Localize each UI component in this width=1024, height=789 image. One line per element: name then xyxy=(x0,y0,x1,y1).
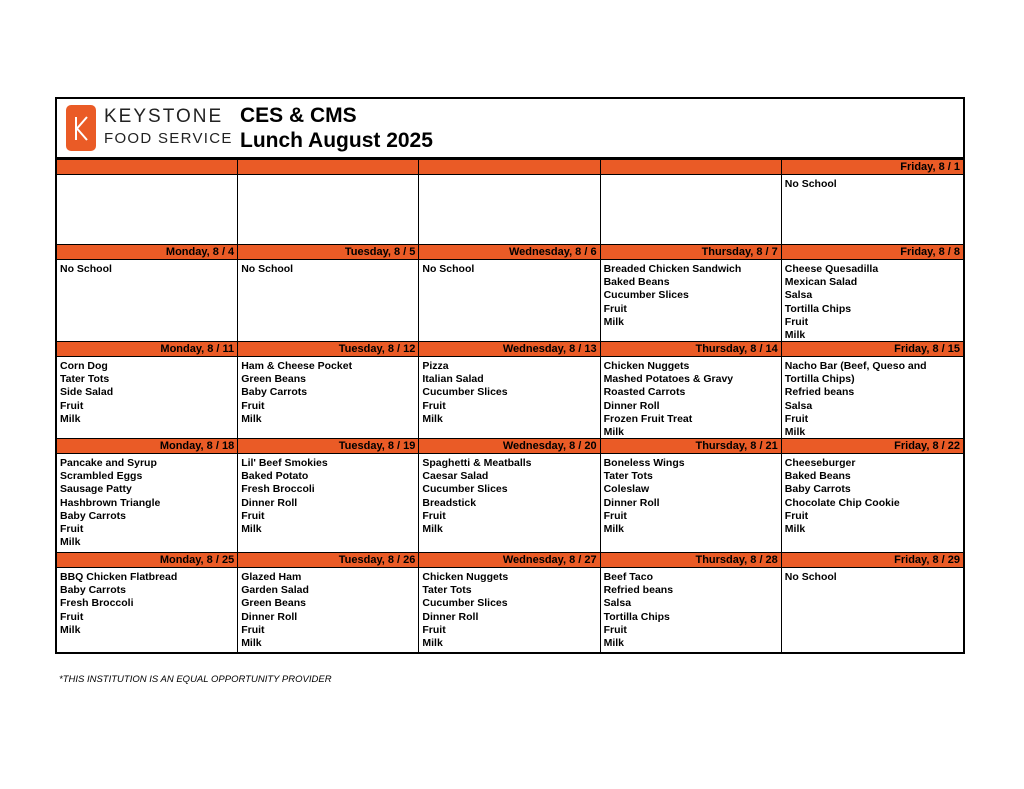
day-header xyxy=(419,159,600,175)
day-header: Thursday, 8 / 14 xyxy=(601,341,782,357)
menu-item: Baby Carrots xyxy=(241,386,308,399)
logo-wordmark xyxy=(104,107,233,146)
footnote: *THIS INSTITUTION IS AN EQUAL OPPORTUNITY PROVIDER xyxy=(59,674,332,685)
day-header: Monday, 8 / 18 xyxy=(57,438,238,454)
menu-item: Chicken Nuggets xyxy=(603,360,690,372)
menu-item: Corn Dog xyxy=(60,360,108,372)
menu-item: Milk xyxy=(241,412,262,425)
day-header: Tuesday, 8 / 26 xyxy=(238,552,419,568)
menu-item: Fruit xyxy=(603,623,627,636)
menu-item: Dinner Roll xyxy=(603,496,660,509)
weeks-container xyxy=(57,159,963,652)
menu-item: No School xyxy=(784,571,837,583)
day-header: Wednesday, 8 / 20 xyxy=(419,438,600,454)
menu-item: Fruit xyxy=(422,399,446,412)
menu-item: Boneless Wings xyxy=(603,457,685,469)
day-menu-cell xyxy=(419,175,600,244)
day-header xyxy=(57,159,238,175)
menu-item: Breaded Chicken Sandwich xyxy=(603,263,742,275)
menu-item: BBQ Chicken Flatbread xyxy=(60,571,178,583)
day-menu-cell xyxy=(419,357,600,438)
menu-item: Glazed Ham xyxy=(241,571,302,583)
day-menu-cell xyxy=(601,357,782,438)
menu-item: Milk xyxy=(784,523,806,536)
menu-item: Frozen Fruit Treat xyxy=(603,412,693,425)
menu-item: Baked Beans xyxy=(603,276,670,289)
menu-item: Fruit xyxy=(784,509,809,522)
menu-item: Chicken Nuggets xyxy=(422,571,509,583)
menu-item: Mexican Salad xyxy=(784,276,858,289)
week-menu-row xyxy=(57,454,963,552)
menu-item: Lil' Beef Smokies xyxy=(241,457,328,469)
menu-item: Salsa xyxy=(603,597,632,610)
menu-item: Tater Tots xyxy=(603,470,653,483)
menu-item: Salsa xyxy=(784,289,813,302)
day-header: Monday, 8 / 25 xyxy=(57,552,238,568)
menu-item: Milk xyxy=(60,412,81,425)
day-header: Wednesday, 8 / 27 xyxy=(419,552,600,568)
menu-item: Ham & Cheese Pocket xyxy=(241,360,353,372)
day-menu-cell xyxy=(782,175,963,244)
menu-item: Fruit xyxy=(603,509,627,522)
day-menu-cell xyxy=(238,454,419,552)
menu-item: Fruit xyxy=(60,523,84,536)
menu-item: No School xyxy=(422,263,475,275)
day-menu-cell xyxy=(419,568,600,652)
week-header-row xyxy=(57,159,963,175)
menu-item: Green Beans xyxy=(241,597,306,610)
menu-item: Green Beans xyxy=(241,373,306,386)
menu-item: No School xyxy=(241,263,294,275)
menu-item: Milk xyxy=(784,426,806,439)
keystone-logo-icon xyxy=(66,105,96,151)
menu-item: Fruit xyxy=(784,315,809,328)
menu-item: Cucumber Slices xyxy=(603,289,689,302)
day-menu-cell xyxy=(601,260,782,341)
day-header: Wednesday, 8 / 13 xyxy=(419,341,600,357)
menu-item: Breadstick xyxy=(422,496,477,509)
menu-item: Refried beans xyxy=(603,584,674,597)
day-menu-cell xyxy=(57,568,238,652)
day-menu-cell xyxy=(57,357,238,438)
menu-item: Fruit xyxy=(603,302,627,315)
day-menu-cell xyxy=(238,357,419,438)
day-menu-cell xyxy=(601,454,782,552)
day-header: Friday, 8 / 29 xyxy=(782,552,963,568)
week-header-row xyxy=(57,244,963,260)
menu-item: Fruit xyxy=(60,399,84,412)
day-header: Tuesday, 8 / 19 xyxy=(238,438,419,454)
day-menu-cell xyxy=(782,357,963,438)
menu-item: Fresh Broccoli xyxy=(60,597,134,610)
menu-item: Dinner Roll xyxy=(241,496,298,509)
day-header: Friday, 8 / 8 xyxy=(782,244,963,260)
day-menu-cell xyxy=(57,175,238,244)
day-menu-cell xyxy=(782,260,963,341)
day-header: Wednesday, 8 / 6 xyxy=(419,244,600,260)
page-title xyxy=(240,103,433,153)
menu-item: Mashed Potatoes & Gravy xyxy=(603,373,734,386)
day-menu-cell xyxy=(601,568,782,652)
day-menu-cell xyxy=(238,175,419,244)
day-header: Tuesday, 8 / 12 xyxy=(238,341,419,357)
menu-item: Cucumber Slices xyxy=(422,386,508,399)
menu-item: No School xyxy=(784,178,837,190)
day-menu-cell xyxy=(57,454,238,552)
menu-item: Milk xyxy=(60,623,81,636)
menu-item: Cheeseburger xyxy=(784,457,856,469)
menu-item: Milk xyxy=(241,523,262,536)
day-header: Thursday, 8 / 21 xyxy=(601,438,782,454)
menu-item: Tortilla Chips xyxy=(784,302,852,315)
menu-item: Garden Salad xyxy=(241,584,309,597)
menu-item: Tortilla Chips xyxy=(603,610,670,623)
menu-item: Scrambled Eggs xyxy=(60,470,143,483)
day-menu-cell xyxy=(238,568,419,652)
menu-item: Milk xyxy=(603,637,625,650)
day-header: Monday, 8 / 4 xyxy=(57,244,238,260)
week-menu-row xyxy=(57,260,963,341)
menu-item: Baby Carrots xyxy=(60,509,126,522)
menu-item: Coleslaw xyxy=(603,483,650,496)
menu-item: Baby Carrots xyxy=(784,483,851,496)
menu-item: Baked Potato xyxy=(241,470,309,483)
menu-item: Roasted Carrots xyxy=(603,386,686,399)
menu-item: Beef Taco xyxy=(603,571,653,583)
menu-item: Pancake and Syrup xyxy=(60,457,157,469)
day-header: Thursday, 8 / 7 xyxy=(601,244,782,260)
day-menu-cell xyxy=(419,260,600,341)
day-header xyxy=(601,159,782,175)
menu-item: Spaghetti & Meatballs xyxy=(422,457,532,469)
menu-item: Hashbrown Triangle xyxy=(60,496,161,509)
menu-item: Milk xyxy=(784,329,806,342)
menu-item: Milk xyxy=(241,637,262,650)
menu-calendar xyxy=(55,97,965,654)
menu-item: Milk xyxy=(422,412,443,425)
day-header: Friday, 8 / 22 xyxy=(782,438,963,454)
day-header: Thursday, 8 / 28 xyxy=(601,552,782,568)
menu-item: Refried beans xyxy=(784,386,855,399)
menu-item: Dinner Roll xyxy=(422,610,479,623)
week-header-row xyxy=(57,552,963,568)
menu-item: Chocolate Chip Cookie xyxy=(784,496,900,509)
menu-item: Milk xyxy=(422,637,443,650)
day-header xyxy=(238,159,419,175)
menu-item: Milk xyxy=(603,315,625,328)
week-menu-row xyxy=(57,357,963,438)
menu-item: Side Salad xyxy=(60,386,114,399)
menu-item: No School xyxy=(60,263,112,275)
menu-item: Tater Tots xyxy=(422,584,472,597)
title-schools: CES & CMS xyxy=(240,104,357,127)
menu-item: Cheese Quesadilla xyxy=(784,263,879,275)
menu-item: Fruit xyxy=(241,623,265,636)
day-menu-cell xyxy=(782,568,963,652)
week-menu-row xyxy=(57,568,963,652)
day-menu-cell xyxy=(601,175,782,244)
menu-item: Sausage Patty xyxy=(60,483,132,496)
menu-item: Cucumber Slices xyxy=(422,597,508,610)
menu-item: Fruit xyxy=(422,509,446,522)
menu-item: Fruit xyxy=(241,399,265,412)
menu-item: Caesar Salad xyxy=(422,470,489,483)
menu-item: Nacho Bar (Beef, Queso and Tortilla Chips) xyxy=(784,360,927,386)
day-header: Friday, 8 / 1 xyxy=(782,159,963,175)
menu-item: Fruit xyxy=(422,623,446,636)
title-month: Lunch August 2025 xyxy=(240,129,433,152)
menu-item: Salsa xyxy=(784,399,813,412)
menu-item: Fruit xyxy=(241,509,265,522)
menu-item: Milk xyxy=(603,523,625,536)
day-header: Monday, 8 / 11 xyxy=(57,341,238,357)
menu-item: Baby Carrots xyxy=(60,584,126,597)
logo-line-keystone: KEYSTONE xyxy=(104,106,224,127)
menu-item: Fruit xyxy=(784,412,809,425)
day-menu-cell xyxy=(57,260,238,341)
menu-item: Dinner Roll xyxy=(603,399,660,412)
menu-item: Baked Beans xyxy=(784,470,851,483)
menu-item: Tater Tots xyxy=(60,373,110,386)
menu-item: Milk xyxy=(422,523,443,536)
menu-item: Fruit xyxy=(60,610,84,623)
week-menu-row xyxy=(57,175,963,244)
menu-item: Dinner Roll xyxy=(241,610,298,623)
menu-item: Fresh Broccoli xyxy=(241,483,315,496)
week-header-row xyxy=(57,341,963,357)
logo-line-food-service: FOOD SERVICE xyxy=(104,130,233,147)
day-header: Friday, 8 / 15 xyxy=(782,341,963,357)
menu-item: Cucumber Slices xyxy=(422,483,508,496)
week-header-row xyxy=(57,438,963,454)
menu-item: Milk xyxy=(60,536,81,549)
menu-item: Pizza xyxy=(422,360,449,372)
menu-item: Milk xyxy=(603,426,625,439)
day-menu-cell xyxy=(238,260,419,341)
menu-item: Italian Salad xyxy=(422,373,484,386)
menu-header xyxy=(57,99,963,159)
day-menu-cell xyxy=(419,454,600,552)
day-header: Tuesday, 8 / 5 xyxy=(238,244,419,260)
day-menu-cell xyxy=(782,454,963,552)
